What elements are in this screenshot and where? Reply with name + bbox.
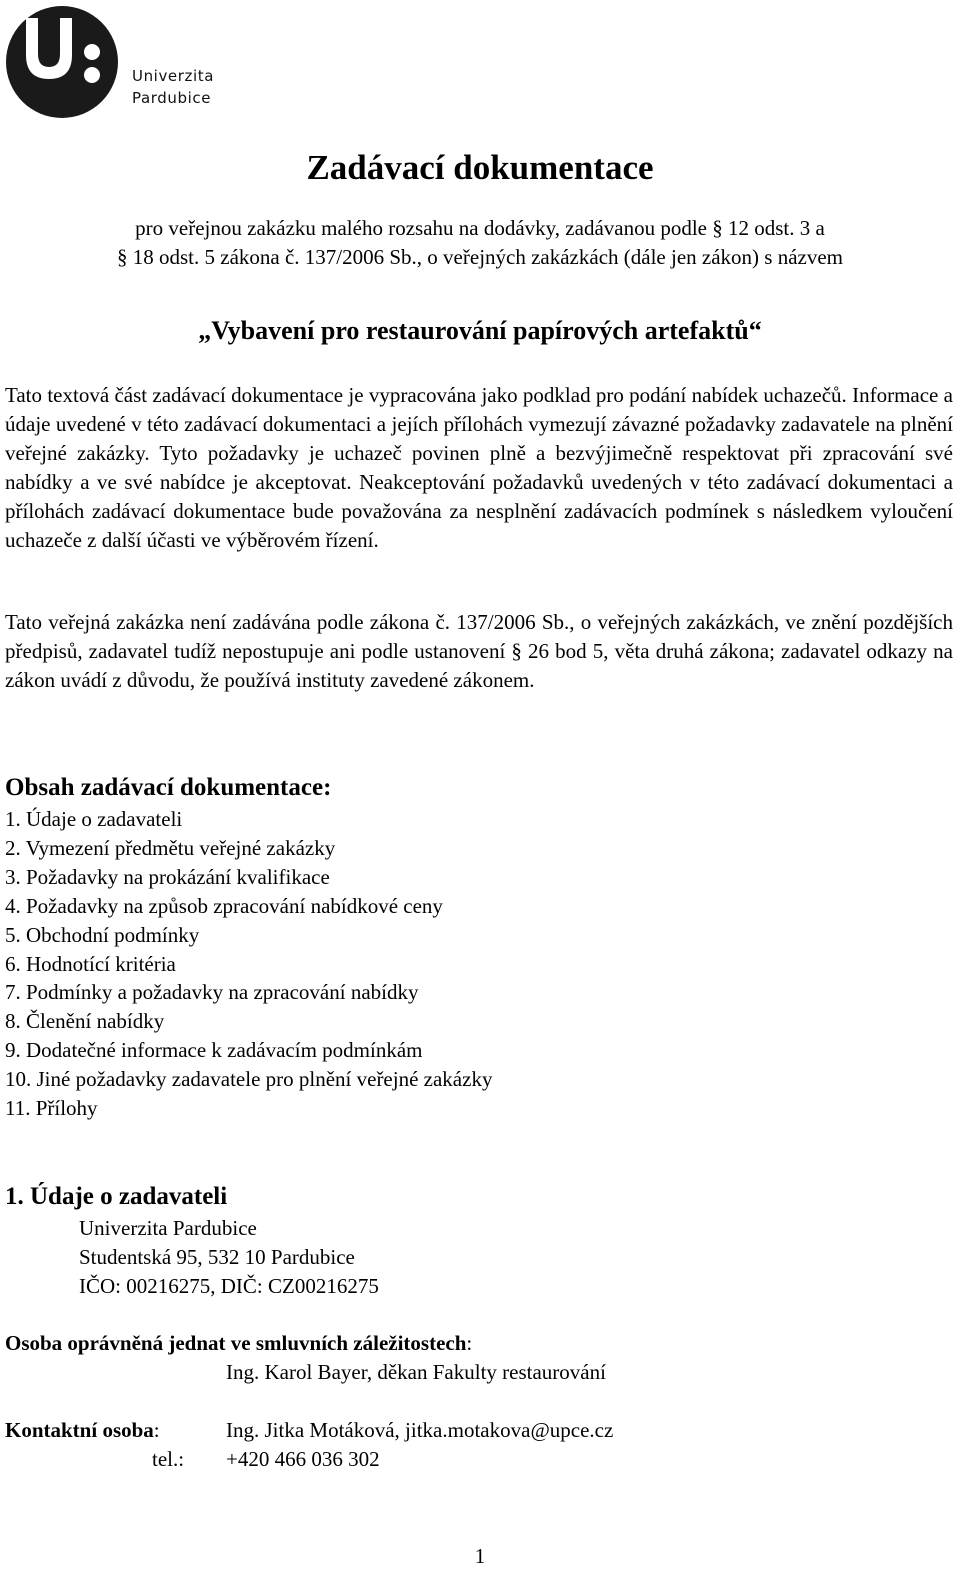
contact-colon: : <box>153 1418 160 1442</box>
tel-label: tel.: <box>152 1447 185 1471</box>
toc-list <box>5 805 492 1123</box>
paragraph-2-text: Tato veřejná zakázka není zadávána podle zákona č. 137/2006 Sb., o veřejných zakázkách, ve znění pozdějších předpisů, zadavatel tudíž nepostupuje ani podle ustanovení § 26 bod 5, věta druhá zákona; zadavatel odkazy na zákon uvádí z důvodu, že používá instituty zavedené zákonem. <box>5 610 953 692</box>
page-number: 1 <box>474 1544 486 1568</box>
contact-label: Kontaktní osoba <box>5 1418 154 1442</box>
section-1-heading: 1. Údaje o zadavateli <box>5 1183 228 1210</box>
logo-line-2: Pardubice <box>132 89 212 107</box>
toc-item: 2. Vymezení předmětu veřejné zakázky <box>5 835 336 860</box>
logo-line-1: Univerzita <box>132 67 215 85</box>
intro-line-2: § 18 odst. 5 zákona č. 137/2006 Sb., o veřejných zakázkách (dále jen zákon) s názvem <box>117 245 843 269</box>
toc-item: 10. Jiné požadavky zadavatele pro plnění veřejné zakázky <box>5 1067 493 1092</box>
toc-item: 9. Dodatečné informace k zadávacím podmínkám <box>5 1038 423 1063</box>
contact-row <box>5 1416 160 1445</box>
university-logo-icon <box>4 4 120 120</box>
authorized-label: Osoba oprávněná jednat ve smluvních záležitostech <box>5 1331 467 1355</box>
authorized-colon: : <box>466 1331 473 1355</box>
university-logo <box>4 4 224 120</box>
document-title: Zadávací dokumentace <box>306 148 654 187</box>
toc-item: 5. Obchodní podmínky <box>5 922 200 947</box>
paragraph-intro <box>5 381 953 555</box>
toc-item: 11. Přílohy <box>5 1096 98 1121</box>
authorized-person: Ing. Karol Bayer, děkan Fakulty restaurování <box>226 1360 606 1384</box>
contact-person: Ing. Jitka Motáková, jitka.motakova@upce.cz <box>226 1418 614 1442</box>
org-ids: IČO: 00216275, DIČ: CZ00216275 <box>79 1274 379 1298</box>
contracting-authority-info <box>79 1214 379 1301</box>
tel-value: +420 466 036 302 <box>226 1447 380 1471</box>
authorized-person-row <box>5 1329 472 1358</box>
toc-item: 7. Podmínky a požadavky na zpracování nabídky <box>5 980 419 1005</box>
toc-item: 4. Požadavky na způsob zpracování nabídkové ceny <box>5 893 443 918</box>
org-name: Univerzita Pardubice <box>79 1216 257 1240</box>
toc-heading: Obsah zadávací dokumentace: <box>5 774 332 801</box>
logo-wordmark <box>132 65 214 109</box>
org-address: Studentská 95, 532 10 Pardubice <box>79 1245 355 1269</box>
toc-item: 8. Členění nabídky <box>5 1009 165 1034</box>
paragraph-1-text: Tato textová část zadávací dokumentace je vypracována jako podklad pro podání nabídek uchazečů. Informace a údaje uvedené v této zadávací dokumentaci a jejích přílohách vymezují závazné požadavky zadavatele na plnění veřejné zakázky. Tyto požadavky je uchazeč povinen plně a bezvýjimečně respektovat při zpracování své nabídky a ve své nabídce je akceptovat. Neakceptování požadavků uvedených v této zadávací dokumentaci a přílohách zadávací dokumentace bude považována za nesplnění zadávacích podmínek s následkem vyloučení uchazeče z další účasti ve výběrovém řízení. <box>5 383 953 552</box>
intro-line-1: pro veřejnou zakázku malého rozsahu na dodávky, zadávanou podle § 12 odst. 3 a <box>135 216 825 240</box>
paragraph-legal <box>5 608 953 695</box>
toc-item: 6. Hodnotící kritéria <box>5 951 176 976</box>
contract-name: „Vybavení pro restaurování papírových artefaktů“ <box>198 316 762 345</box>
toc-item: 1. Údaje o zadavateli <box>5 807 183 831</box>
toc-item: 3. Požadavky na prokázání kvalifikace <box>5 864 330 889</box>
